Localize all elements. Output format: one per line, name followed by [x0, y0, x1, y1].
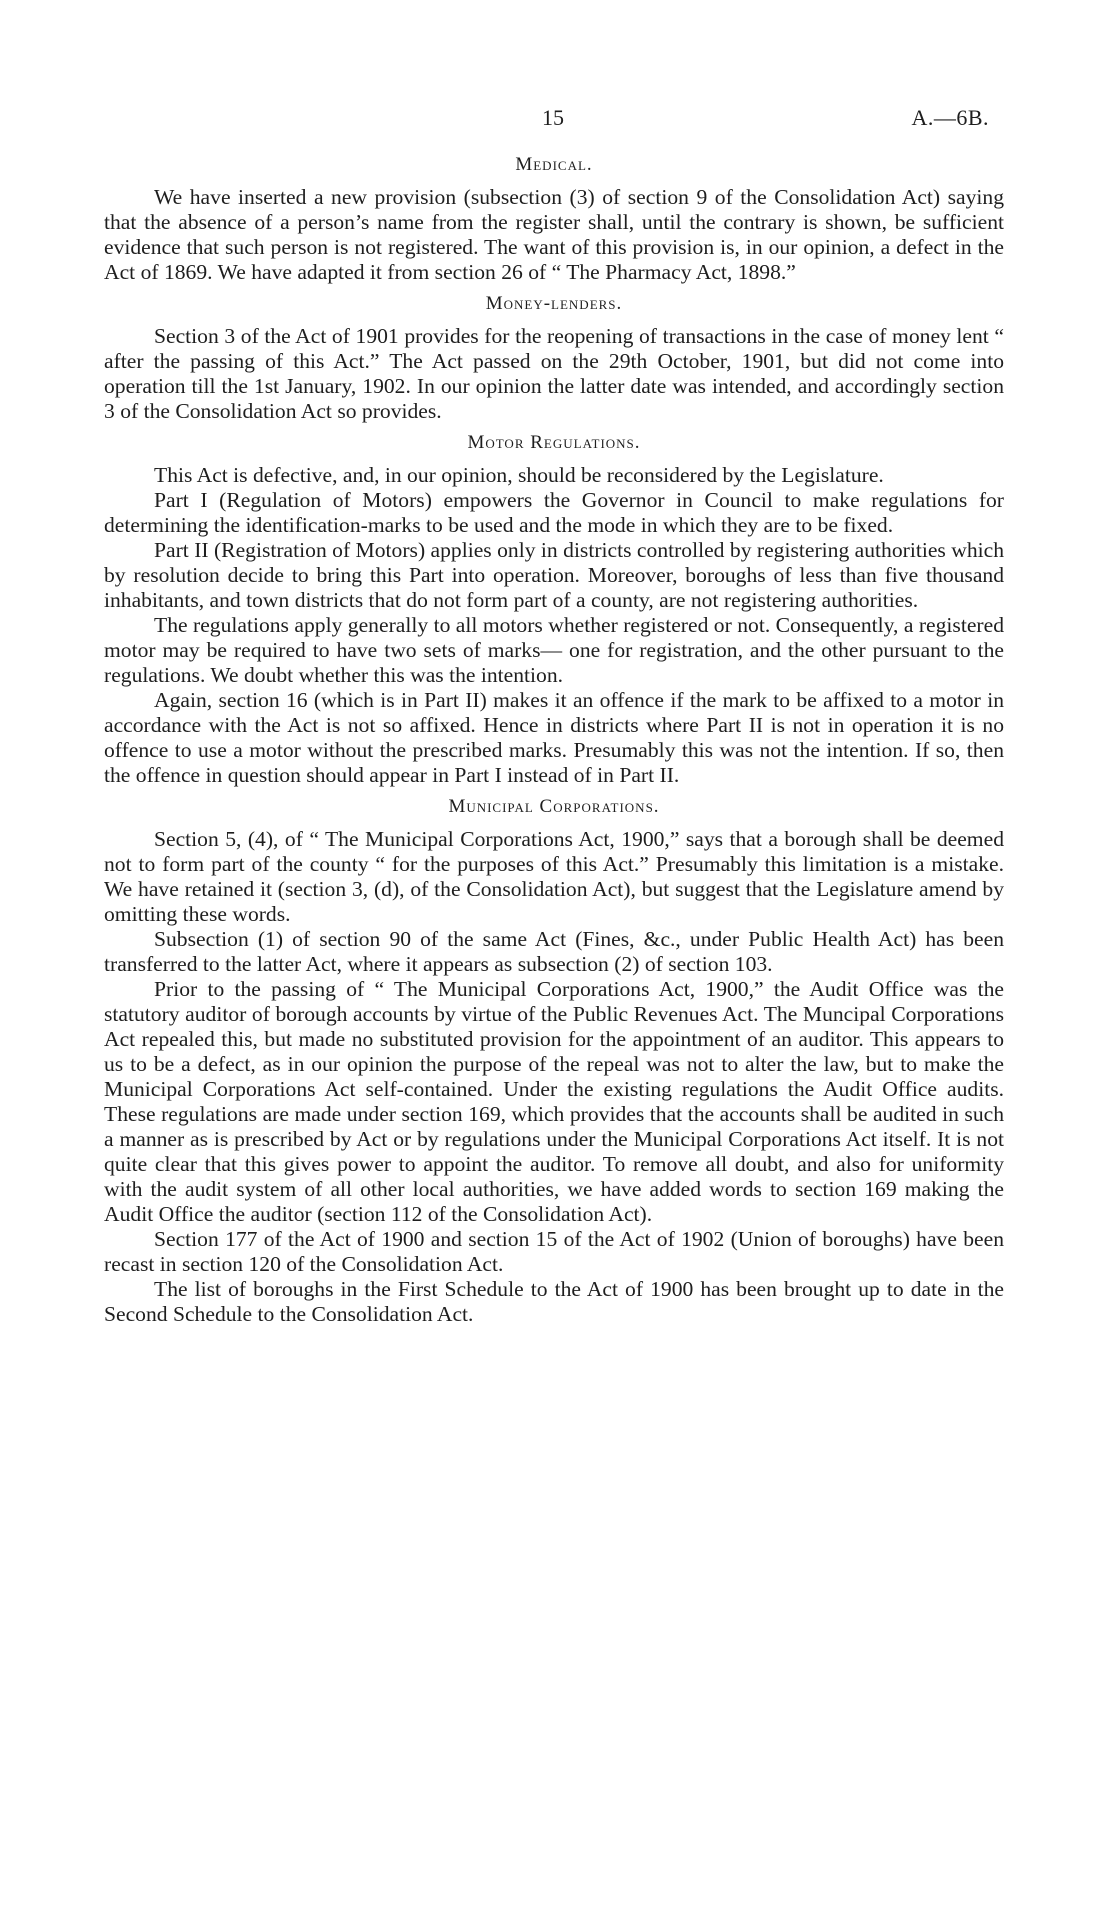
paragraph: Section 3 of the Act of 1901 provides for the reopening of transactions in the case of money lent “ after the passing of this Act.” The Act passed on the 29th October, 1901, but did not come into operation till the 1st January, 1902. In our opinion the latter date was intended, and accordingly section 3 of the Consolidation Act so provides. — [104, 324, 1004, 423]
paragraph: We have inserted a new provision (subsection (3) of section 9 of the Consolidation Act) saying that the absence of a person’s name from the register shall, until the contrary is shown, be sufficient evidence that such person is not registered. The want of this provision is, in our opinion, a defect in the Act of 1869. We have adapted it from section 26 of “ The Pharmacy Act, 1898.” — [104, 185, 1004, 284]
paragraph: Again, section 16 (which is in Part II) makes it an offence if the mark to be affixed to a motor in accordance with the Act is not so affixed. Hence in districts where Part II is not in operation it is no offence to use a motor without the prescribed marks. Presumably this was not the intention. If so, then the offence in question should appear in Part I instead of in Part II. — [104, 688, 1004, 787]
paragraph: Subsection (1) of section 90 of the same Act (Fines, &c., under Public Health Act) has been transferred to the latter Act, where it appears as subsection (2) of section 103. — [104, 927, 1004, 976]
paragraph: Part I (Regulation of Motors) empowers the Governor in Council to make regulations for determining the identification-marks to be used and the mode in which they are to be fixed. — [104, 488, 1004, 537]
document-reference: A.—6B. — [911, 105, 989, 130]
document-body — [104, 152, 1004, 1327]
paragraph: The list of boroughs in the First Schedule to the Act of 1900 has been brought up to date in the Second Schedule to the Consolidation Act. — [104, 1277, 1004, 1326]
section-heading-municipal-corporations: Municipal Corporations. — [448, 796, 660, 817]
paragraph: Prior to the passing of “ The Municipal Corporations Act, 1900,” the Audit Office was the statutory auditor of borough accounts by virtue of the Public Revenues Act. The Muncipal Corporations Act repealed this, but made no substituted provision for the appointment of an auditor. This appears to us to be a defect, as in our opinion the purpose of the repeal was not to alter the law, but to make the Municipal Corporations Act self-contained. Under the existing regulations the Audit Office audits. These regulations are made under section 169, which provides that the accounts shall be audited in such a manner as is prescribed by Act or by regulations under the Municipal Corporations Act itself. It is not quite clear that this gives power to appoint the auditor. To remove all doubt, and also for uniformity with the audit system of all other local authorities, we have added words to section 169 making the Audit Office the auditor (section 112 of the Consolidation Act). — [104, 977, 1004, 1226]
paragraph: Part II (Registration of Motors) applies only in districts controlled by registering authorities which by resolution decide to bring this Part into operation. Moreover, boroughs of less than five thousand inhabitants, and town districts that do not form part of a county, are not registering authorities. — [104, 538, 1004, 612]
paragraph: Section 5, (4), of “ The Municipal Corporations Act, 1900,” says that a borough shall be deemed not to form part of the county “ for the purposes of this Act.” Presumably this limitation is a mistake. We have retained it (section 3, (d), of the Consolidation Act), but suggest that the Legislature amend by omitting these words. — [104, 827, 1004, 926]
paragraph: The regulations apply generally to all motors whether registered or not. Consequently, a registered motor may be required to have two sets of marks— one for registration, and the other pursuant to the regulations. We doubt whether this was the intention. — [104, 613, 1004, 687]
section-heading-motor-regulations: Motor Regulations. — [467, 432, 641, 453]
section-heading-money-lenders: Money-lenders. — [485, 293, 623, 314]
paragraph: This Act is defective, and, in our opinion, should be reconsidered by the Legislature. — [154, 463, 884, 487]
page-header — [0, 105, 1114, 135]
paragraph: Section 177 of the Act of 1900 and section 15 of the Act of 1902 (Union of boroughs) have been recast in section 120 of the Consolidation Act. — [104, 1227, 1004, 1276]
page-number: 15 — [542, 105, 564, 130]
section-heading-medical: Medical. — [515, 154, 593, 175]
